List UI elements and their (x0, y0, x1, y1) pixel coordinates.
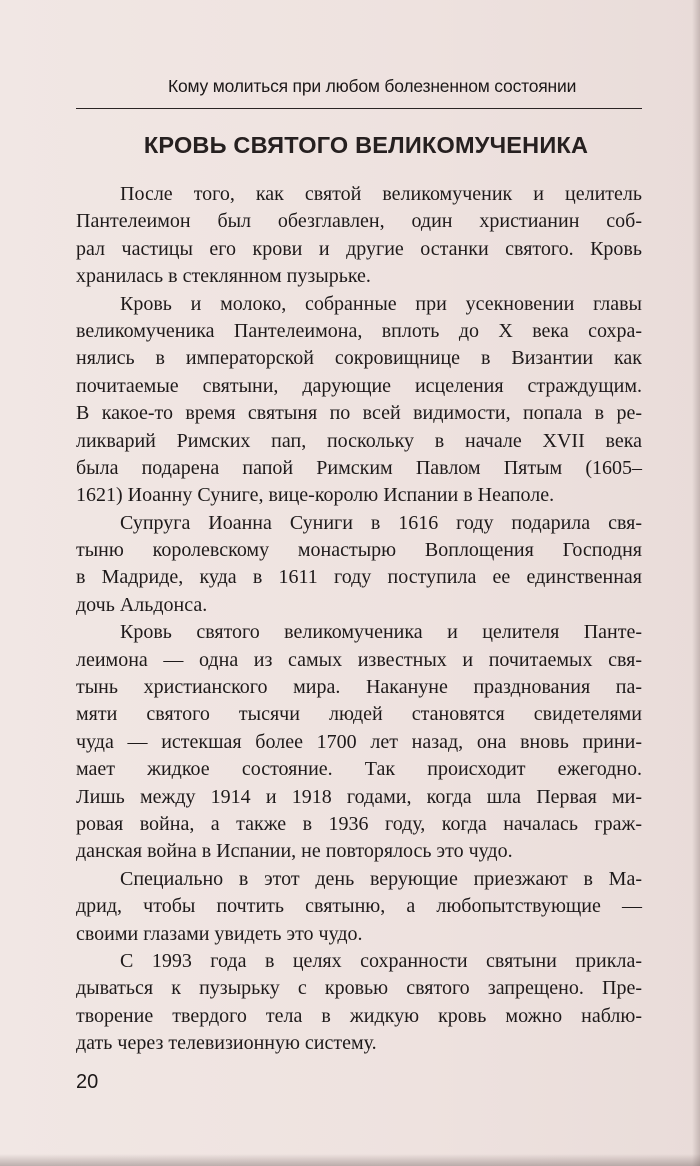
text-line: Пантелеимон был обезглавлен, один христианин соб- (76, 210, 642, 233)
text-line: леимона — одна из самых известных и почитаемых свя- (76, 648, 642, 671)
text-line: данская война в Испании, не повторялось это чудо. (76, 840, 513, 863)
text-line: мает жидкое состояние. Так происходит ежегодно. (76, 758, 642, 781)
text-line: дываться к пузырьку с кровью святого запрещено. Пре- (76, 977, 642, 1000)
text-line: дать через телевизионную систему. (76, 1032, 377, 1055)
text-line: После того, как святой великомученик и целитель (120, 183, 642, 205)
text-line: дочь Альдонса. (76, 593, 208, 616)
chapter-title: КРОВЬ СВЯТОГО ВЕЛИКОМУЧЕНИКА (143, 132, 589, 158)
page-number: 20 (76, 1071, 99, 1093)
running-head: Кому молиться при любом болезненном состоянии (168, 76, 577, 96)
text-line: С 1993 года в целях сохранности святыни прикла- (120, 949, 642, 972)
text-line: великомученика Пантелеимона, вплоть до X века сохра- (76, 319, 642, 342)
text-line: хранилась в стеклянном пузырьке. (76, 265, 371, 288)
text-line: мяти святого тысячи людей становятся свидетелями (76, 703, 642, 726)
header-rule (76, 108, 642, 109)
text-line: своими глазами увидеть это чудо. (76, 922, 363, 945)
body-text (76, 181, 642, 1058)
text-line: почитаемые святыни, дарующие исцеления страждущим. (76, 374, 642, 397)
text-line: чуда — истекшая более 1700 лет назад, она вновь прини- (76, 730, 642, 753)
text-line: творение твердого тела в жидкую кровь можно наблю- (76, 1004, 642, 1027)
text-line: Лишь между 1914 и 1918 годами, когда шла Первая ми- (76, 785, 642, 808)
text-line: ровая война, а также в 1936 году, когда началась граж- (76, 812, 642, 835)
text-line: 1621) Иоанну Суниге, вице-королю Испании в Неаполе. (76, 484, 555, 507)
text-line: тынь христианского мира. Накануне празднования па- (76, 676, 642, 699)
text-line: в Мадриде, куда в 1611 году поступила ее единственная (76, 566, 642, 589)
text-line: Кровь и молоко, собранные при усекновении главы (120, 292, 642, 315)
text-line: Супруга Иоанна Суниги в 1616 году подарила свя- (120, 511, 642, 534)
text-line: Кровь святого великомученика и целителя Панте- (120, 621, 642, 644)
text-line: нялись в императорской сокровищнице в Византии как (76, 347, 642, 370)
text-line: была подарена папой Римским Павлом Пятым (1605– (76, 456, 642, 479)
page-bottom-shadow (0, 1154, 700, 1166)
page-edge-shadow (692, 0, 700, 1166)
text-line: ликварий Римских пап, поскольку в начале XVII века (76, 429, 642, 452)
text-line: дрид, чтобы почтить святыню, а любопытствующие — (76, 895, 642, 918)
text-line: Специально в этот день верующие приезжают в Ма- (120, 867, 642, 890)
text-line: В какое-то время святыня по всей видимости, попала в ре- (76, 402, 642, 425)
text-line: рал частицы его крови и другие останки святого. Кровь (76, 237, 642, 260)
text-line: тыню королевскому монастырю Воплощения Господня (76, 539, 642, 562)
